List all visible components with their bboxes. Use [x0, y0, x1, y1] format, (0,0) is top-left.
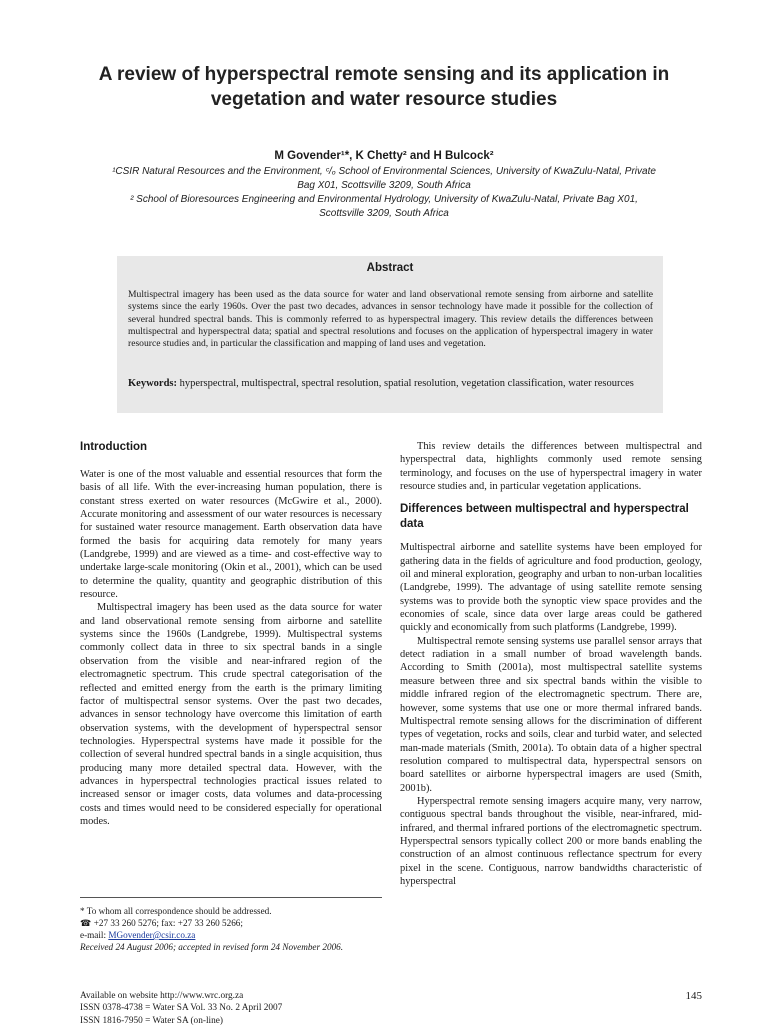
footnote-divider [80, 897, 382, 898]
paragraph: Water is one of the most valuable and essential resources that form the basis of all life. With the ever-increasing human population, there is constant stress exerted on water resources (McGwire et al., 2000). Accurate monitoring and assessment of our water resources is necessary for sustained water resource management. Earth observation data have formed the basis for acquiring data remotely for many years (Landgrebe, 1999) and are viewed as a time- and cost-effective way to undertake large-scale monitoring (Okin et al., 2001), which can be used to determine the quality, quantity and geographic distribution of this resource. [80, 469, 382, 601]
email-label: e-mail: [80, 930, 109, 940]
affiliation-2: ² School of Bioresources Engineering and Environmental Hydrology, University of KwaZulu-Natal, Private Bag X01, Scottsville 3209, South Africa [130, 194, 638, 219]
section-heading-introduction: Introduction [80, 441, 148, 453]
footnotes [80, 905, 382, 953]
paragraph: This review details the differences between multispectral and hyperspectral data, highlights commonly used remote sensing terminology, and focuses on the use of hyperspectral imagery in water resource studies and, in particular vegetation applications. [400, 441, 702, 493]
correspondence-note: * To whom all correspondence should be addressed. [80, 906, 272, 916]
paragraph: Multispectral remote sensing systems use parallel sensor arrays that detect radiation in a small number of broad wavelength bands. According to Smith (2001a), most multispectral satellite systems measure between three and six spectral bands within the visible to middle infrared region of the electromagnetic spectrum. There are, however, some systems that use one or more thermal infrared bands. Multispectral remote sensing allows for the discrimination of different types of vegetation, rocks and soils, clear and turbid water, and selected man-made materials (Smith, 2001a). To obtain data of a higher spectral resolution compared to multispectral data, hyperspectral sensors on board satellites or airborne hyperspectral imagers are used (Smith, 2001b). [400, 635, 702, 794]
keywords-list: hyperspectral, multispectral, spectral resolution, spatial resolution, vegetation classification, water resources [179, 378, 634, 389]
abstract-heading: Abstract [366, 262, 414, 274]
abstract-box [117, 256, 663, 413]
right-column [400, 440, 702, 888]
abstract-text: Multispectral imagery has been used as the data source for water and land observational remote sensing from airborne and satellite systems since the early 1960s. Over the past two decades, advances in sensor technology have made it possible for the collection of several hundred spectral bands. This is commonly referred to as hyperspectral imagery. This review details the differences between multispectral and hyperspectral data; spatial and spectral resolutions and focuses on the application of hyperspectral imagery in water resource studies and, in particular the classification and mapping of land uses and vegetation. [128, 289, 653, 350]
affiliation-1: ¹CSIR Natural Resources and the Environment, ᶜ/ₒ School of Environmental Sciences, University of KwaZulu-Natal, Private Bag X01, Scottsville 3209, South Africa [112, 166, 656, 191]
keywords [128, 377, 653, 391]
paragraph: Hyperspectral remote sensing imagers acquire many, very narrow, contiguous spectral bands throughout the visible, near-infrared, mid-infrared, and thermal infrared portions of the electromagnetic spectrum. Hyperspectral sensors typically collect 200 or more bands enabling the construction of an almost continuous reflectance spectrum for every pixel in the scene. Contiguous, narrow bandwidths characteristic of hyperspectral [400, 795, 702, 887]
paragraph: Multispectral airborne and satellite systems have been employed for gathering data in the fields of agriculture and food production, geology, oil and mineral exploration, geography and urban to non-urban localities (Landgrebe, 1999). The advantage of using satellite remote sensing systems was to provide both the synoptic view space provides and the economies of scale, since data over large areas could be gathered quickly and economically from such platforms (Landgrebe, 1999). [400, 542, 702, 634]
page-number: 145 [685, 990, 702, 1002]
issn-online: ISSN 1816-7950 = Water SA (on-line) [80, 1015, 223, 1026]
section-heading-differences: Differences between multispectral and hyperspectral data [400, 503, 689, 531]
email-line [80, 929, 382, 941]
paper-title: A review of hyperspectral remote sensing and its application in vegetation and water resource studies [98, 64, 670, 110]
keywords-label: Keywords: [128, 378, 177, 389]
email-link[interactable]: MGovender@csir.co.za [108, 930, 196, 940]
received-dates: Received 24 August 2006; accepted in revised form 24 November 2006. [80, 942, 344, 952]
website-line: Available on website http://www.wrc.org.za [80, 991, 244, 1001]
issn-print: ISSN 0378-4738 = Water SA Vol. 33 No. 2 April 2007 [80, 1003, 283, 1014]
page-footer [80, 990, 282, 1027]
author-list: M Govender¹*, K Chetty² and H Bulcock² [274, 150, 494, 162]
paragraph: Multispectral imagery has been used as the data source for water and land observational remote sensing from airborne and satellite systems since the 1960s (Landgrebe, 1999). Multispectral systems commonly collect data in three to six spectral bands in a single observation from the visible and near-infrared region of the electromagnetic spectrum. This crude spectral categorisation of the reflected and emitted energy from the earth is the primary limiting factor of multispectral sensor systems. Over the past two decades, advances in sensor technology have overcome this limitation of earth observation systems, with the development of hyperspectral sensor technologies. Hyperspectral systems have made it possible for the collection of several hundred spectral bands in a single acquisition, thus producing many more detailed spectral data. However, with the advances in hyperspectral technologies practical issues related to increased sensor or imager costs, data volumes and data-processing costs and times would need to be considered especially for operational modes. [80, 602, 382, 827]
left-column [80, 440, 382, 828]
phone-fax: ☎ +27 33 260 5276; fax: +27 33 260 5266; [80, 918, 243, 928]
